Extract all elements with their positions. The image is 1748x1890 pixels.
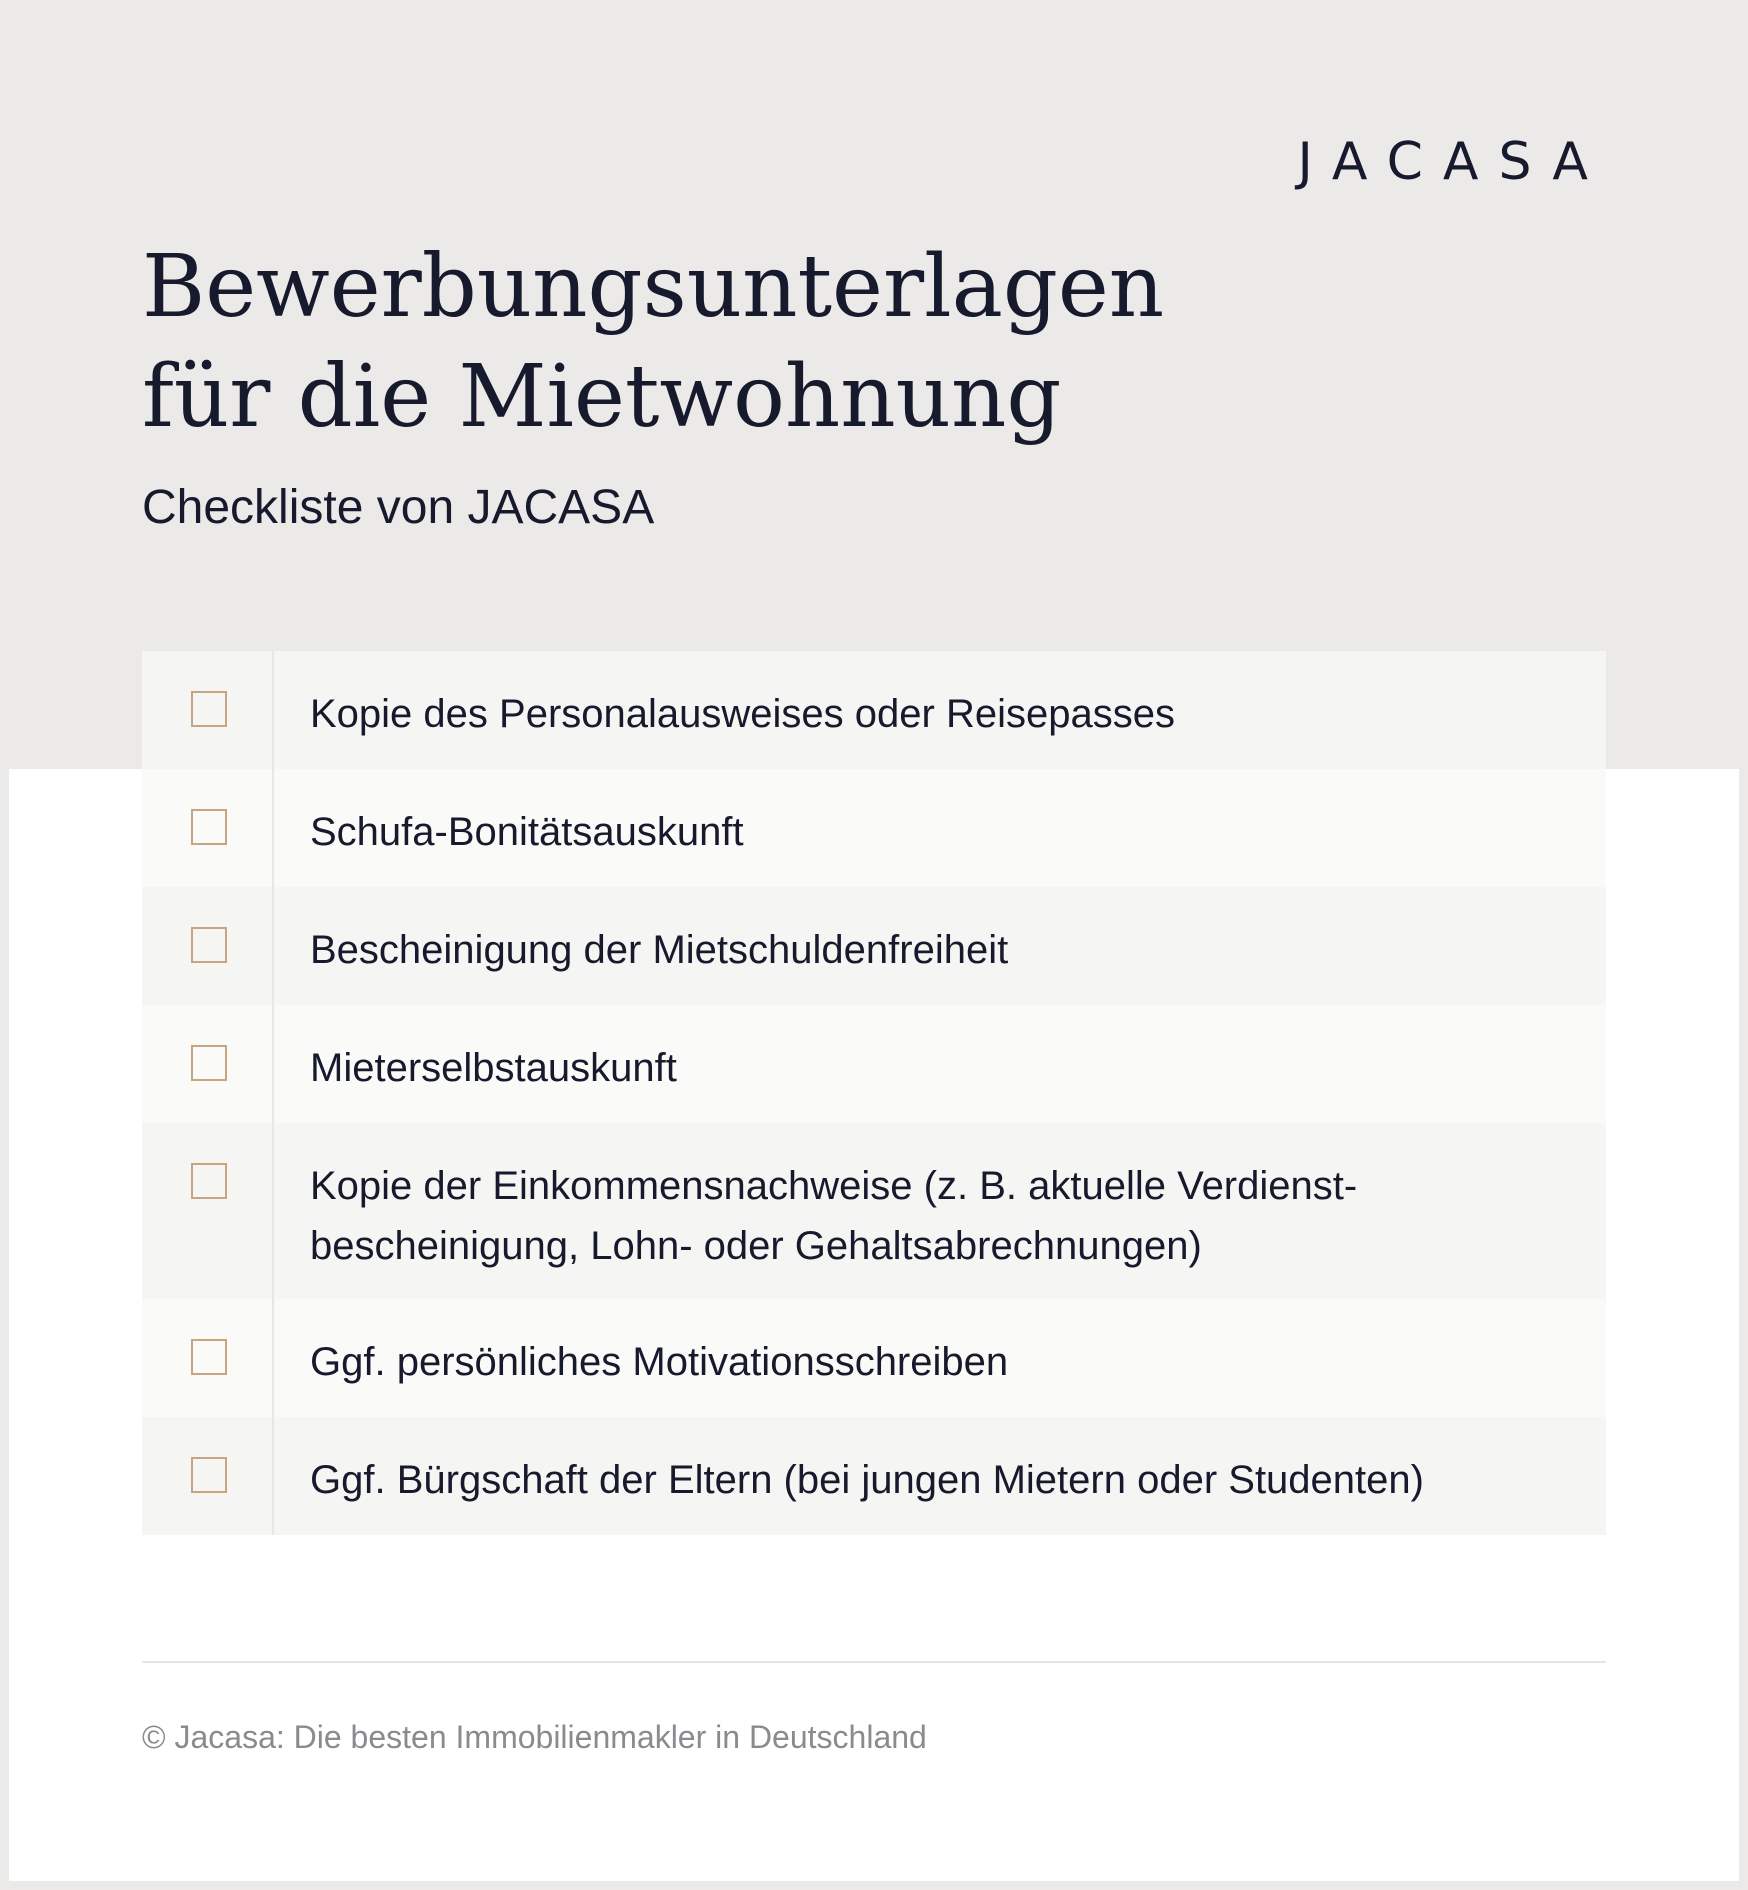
checkbox[interactable]: [191, 1045, 227, 1081]
checklist-item-label: [274, 1123, 1606, 1299]
checkbox-cell: [142, 651, 274, 769]
footer-divider: [142, 1661, 1606, 1663]
checklist-item-label: Mieterselbstauskunft: [310, 1046, 677, 1090]
checkbox[interactable]: [191, 1163, 227, 1199]
checkbox-cell: [142, 1005, 274, 1123]
checklist-item: [142, 887, 1606, 1005]
checkbox[interactable]: [191, 927, 227, 963]
checkbox[interactable]: [191, 691, 227, 727]
footer-copyright: © Jacasa: Die besten Immobilienmakler in Deutschland: [142, 1719, 927, 1755]
title-line-2: für die Mietwohnung: [142, 347, 1062, 447]
checklist-item-label: Bescheinigung der Mietschuldenfreiheit: [310, 928, 1009, 972]
checklist-item-label: Schufa-Bonitätsauskunft: [310, 810, 744, 854]
checkbox-cell: [142, 1123, 274, 1299]
checkbox-cell: [142, 1299, 274, 1417]
checklist-item: [142, 1005, 1606, 1123]
checklist-item-label-line-2: bescheinigung, Lohn- oder Gehaltsabrechnungen): [310, 1224, 1202, 1268]
checklist-item-label: Kopie des Personalausweises oder Reisepasses: [310, 692, 1175, 736]
checkbox[interactable]: [191, 1457, 227, 1493]
checkbox-cell: [142, 769, 274, 887]
checklist-item: [142, 1123, 1606, 1299]
page-title: [142, 232, 1342, 452]
checkbox[interactable]: [191, 809, 227, 845]
checklist-item: [142, 651, 1606, 769]
checkbox-cell: [142, 887, 274, 1005]
checklist: [142, 651, 1606, 1535]
title-line-1: Bewerbungsunterlagen: [142, 237, 1165, 337]
checkbox[interactable]: [191, 1339, 227, 1375]
checklist-item-label-line-1: Kopie der Einkommensnachweise (z. B. aktuelle Verdienst-: [310, 1164, 1358, 1208]
checklist-item: [142, 1299, 1606, 1417]
jacasa-logo: JACASA: [1297, 132, 1608, 192]
checklist-item-label: Ggf. Bürgschaft der Eltern (bei jungen Mietern oder Studenten): [310, 1458, 1424, 1502]
checkbox-cell: [142, 1417, 274, 1535]
checklist-item-label: Ggf. persönliches Motivationsschreiben: [310, 1340, 1009, 1384]
checklist-item: [142, 1417, 1606, 1535]
page-subtitle: Checkliste von JACASA: [142, 481, 655, 534]
checklist-item: [142, 769, 1606, 887]
